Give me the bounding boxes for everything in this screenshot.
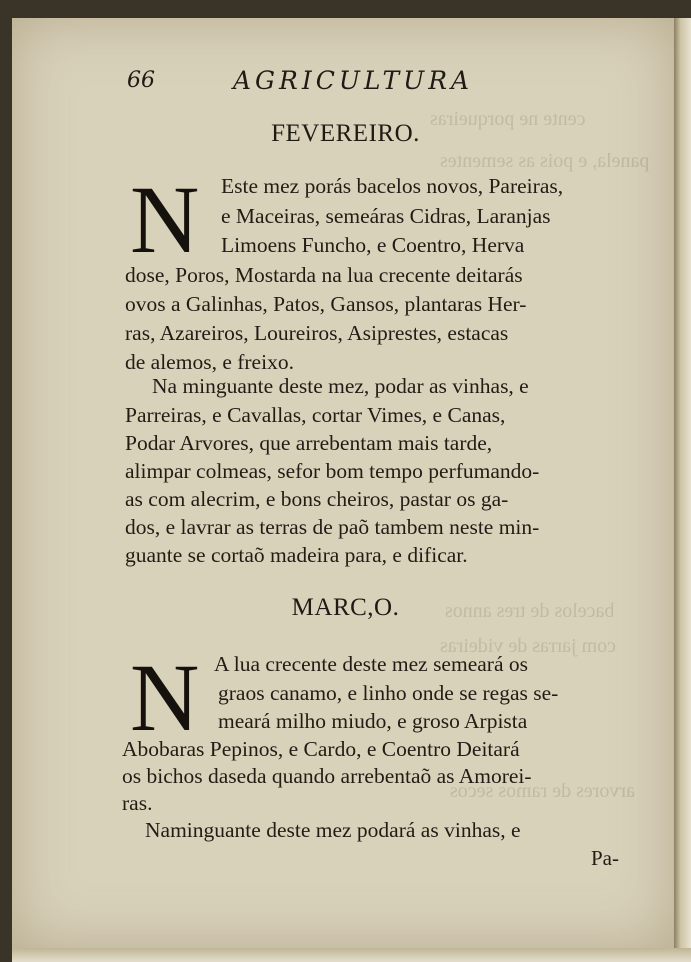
page-edge-right xyxy=(674,18,691,948)
text-line: ras, Azareiros, Loureiros, Asiprestes, estacas xyxy=(125,321,509,345)
drop-cap-2: N xyxy=(130,644,200,751)
section-title-fevereiro: FEVEREIRO. xyxy=(271,120,420,147)
text-line: Parreiras, e Cavallas, cortar Vimes, e Canas, xyxy=(125,403,506,427)
text-line: meará milho miudo, e groso Arpista xyxy=(218,709,528,733)
text-line: alimpar colmeas, sefor bom tempo perfumando- xyxy=(125,459,540,483)
catchword: Pa- xyxy=(591,846,619,870)
running-title: AGRICULTURA xyxy=(233,66,474,95)
text-line: os bichos daseda quando arrebentaõ as Amorei- xyxy=(122,764,532,788)
text-line: graos canamo, e linho onde se regas se- xyxy=(218,681,559,705)
page-header xyxy=(0,58,691,98)
text-line: de alemos, e freixo. xyxy=(125,350,294,374)
text-line: A lua crecente deste mez semeará os xyxy=(214,652,528,676)
text-line: as com alecrim, e bons cheiros, pastar os ga- xyxy=(125,487,509,511)
text-line: ovos a Galinhas, Patos, Gansos, plantaras Her- xyxy=(125,292,527,316)
drop-cap-1: N xyxy=(130,166,200,273)
text-line: Na minguante deste mez, podar as vinhas, e xyxy=(152,374,529,398)
section-title-marco: MARC,O. xyxy=(291,594,400,621)
text-line: dos, e lavrar as terras de paõ tambem neste min- xyxy=(125,515,540,539)
page-number: 66 xyxy=(127,68,155,93)
text-line: Este mez porás bacelos novos, Pareiras, xyxy=(221,174,564,198)
text-line: Naminguante deste mez podará as vinhas, e xyxy=(145,818,521,842)
text-line: guante se cortaõ madeira para, e dificar. xyxy=(125,543,468,567)
text-line: Limoens Funcho, e Coentro, Herva xyxy=(221,233,525,257)
text-line: ras. xyxy=(122,791,153,815)
page-edge-bottom xyxy=(12,948,691,962)
text-line: Podar Arvores, que arrebentam mais tarde, xyxy=(125,431,493,455)
text-line: e Maceiras, semeáras Cidras, Laranjas xyxy=(221,204,551,228)
text-line: Abobaras Pepinos, e Cardo, e Coentro Deitará xyxy=(122,737,520,761)
text-line: dose, Poros, Mostarda na lua crecente deitarás xyxy=(125,263,523,287)
